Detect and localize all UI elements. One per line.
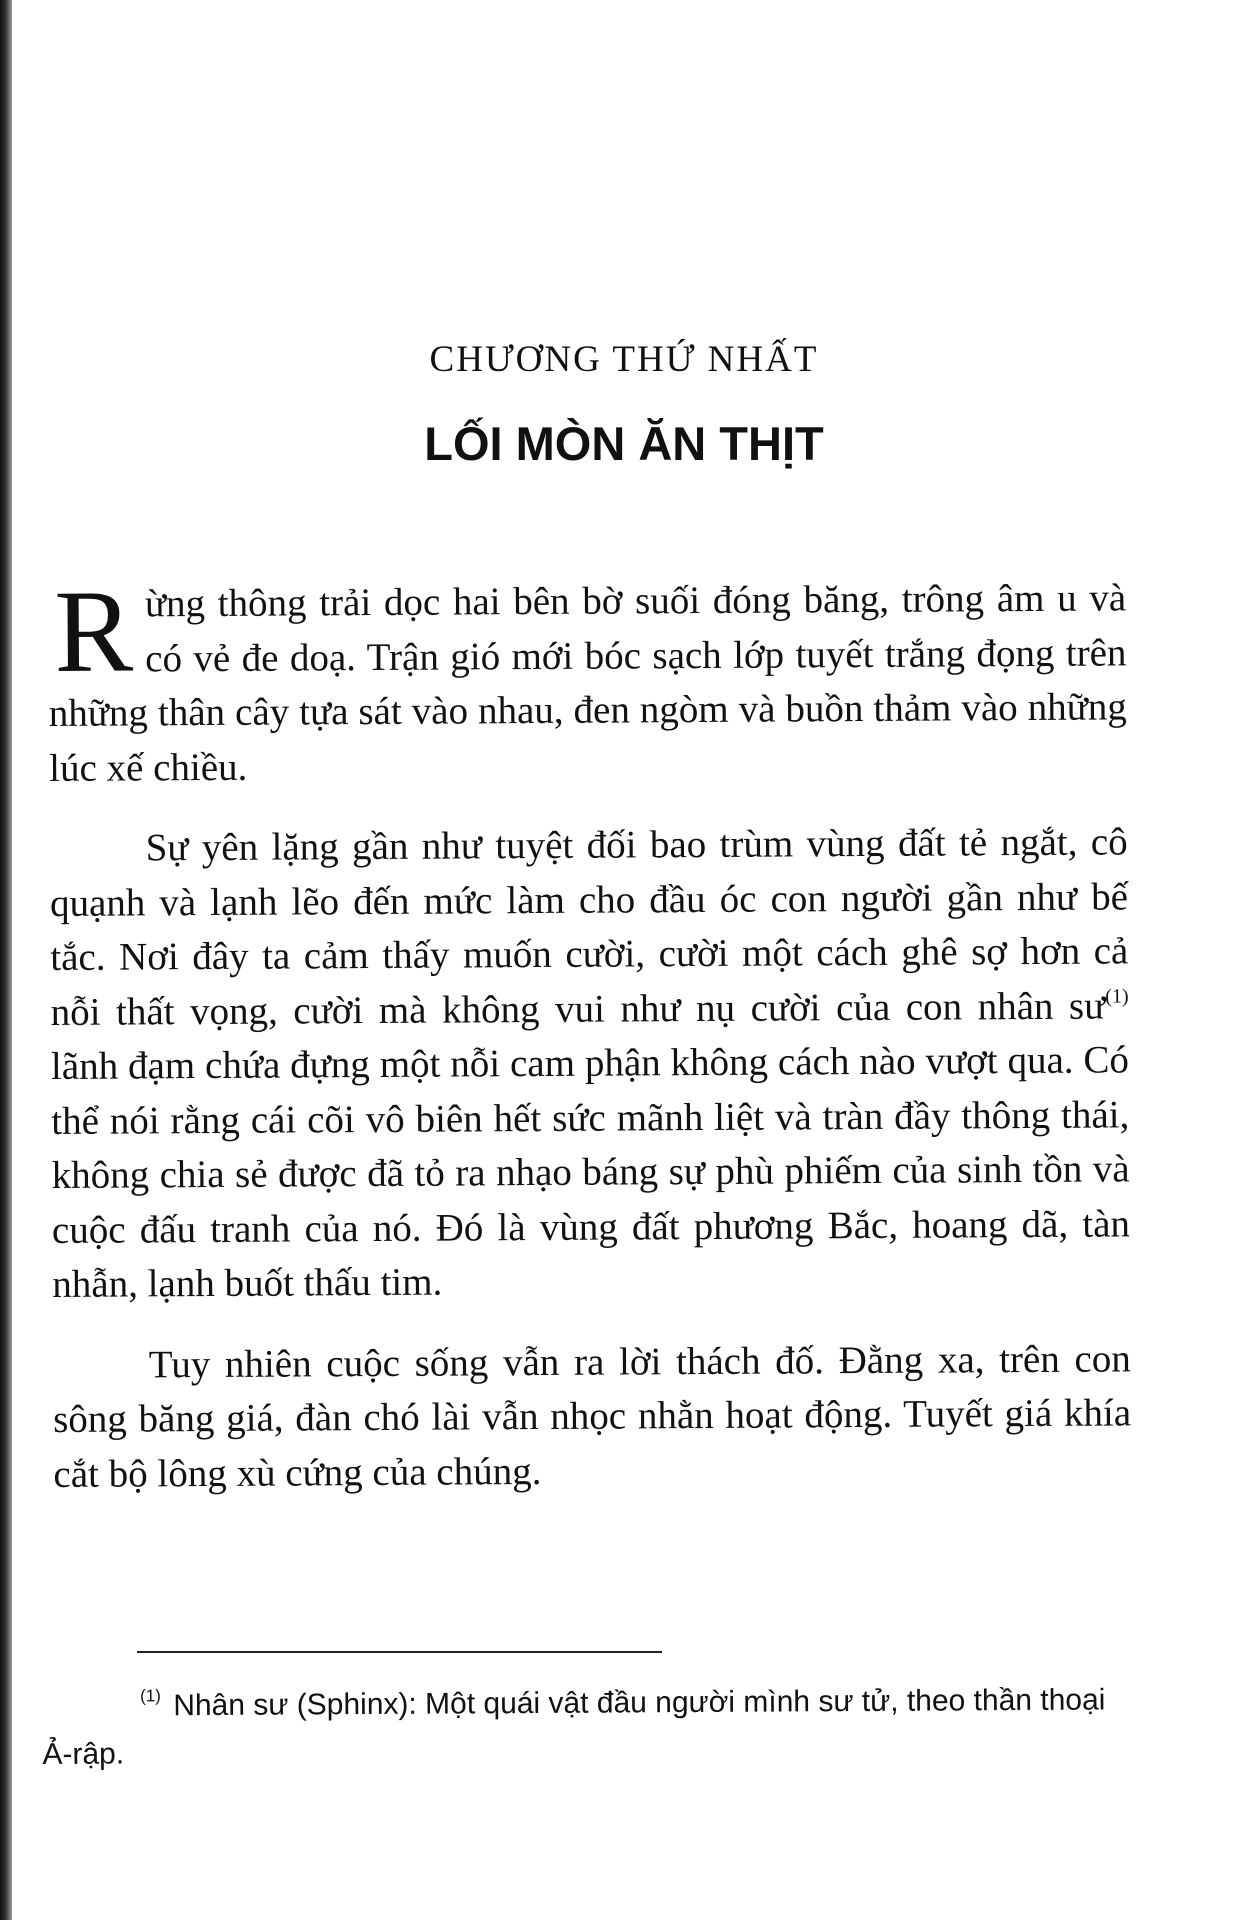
chapter-body bbox=[48, 565, 1132, 1528]
drop-cap: R bbox=[53, 565, 134, 697]
footnote bbox=[42, 1676, 1123, 1779]
footnote-mark: (1) bbox=[140, 1686, 161, 1706]
paragraph-2-text-b: lãnh đạm chứa đựng một nỗi cam phận không cách nào vượt qua. Có thể nói rằng cái cõi vô biên hết sức mãnh liệt và tràn đầy thông thái, không chia sẻ được đã tỏ ra nhạo báng sự phù phiếm của sinh tồn và cuộc đấu tranh của nó. Đó là vùng đất phương Bắc, hoang dã, tàn nhẫn, lạnh buốt thấu tim. bbox=[50, 1038, 1131, 1306]
paragraph-2 bbox=[49, 815, 1130, 1312]
paragraph-1 bbox=[48, 565, 1127, 796]
footnote-reference[interactable]: (1) bbox=[1105, 984, 1129, 1008]
chapter-title: LỐI MÒN ĂN THỊT bbox=[424, 417, 824, 470]
paragraph-2-text-a: Sự yên lặng gần như tuyệt đối bao trùm vùng đất tẻ ngắt, cô quạnh và lạnh lẽo đến mức làm cho đầu óc con người gần như bế tắc. Nơi đây ta cảm thấy muốn cười, cười một cách ghê sợ hơn cả nỗi thất vọng, cười mà không vui như nụ cười của con nhân sư bbox=[49, 820, 1129, 1034]
paragraph-1-text: ừng thông trải dọc hai bên bờ suối đóng băng, trông âm u và có vẻ đe doạ. Trận gió mới bóc sạch lớp tuyết trắng đọng trên những thân cây tựa sát vào nhau, đen ngòm và buồn thảm vào những lúc xế chiều. bbox=[48, 576, 1127, 790]
paragraph-3 bbox=[53, 1332, 1132, 1502]
footnote-divider bbox=[137, 1651, 662, 1653]
chapter-label: CHƯƠNG THỨ NHẤT bbox=[429, 339, 819, 380]
page-binding-edge bbox=[0, 0, 12, 1920]
paragraph-3-text: Tuy nhiên cuộc sống vẫn ra lời thách đố. Đằng xa, trên con sông băng giá, đàn chó lài vẫn nhọc nhằn hoạt động. Tuyết giá khía cắt bộ lông xù cứng của chúng. bbox=[53, 1336, 1132, 1496]
footnote-text: Nhân sư (Sphinx): Một quái vật đầu người mình sư tử, theo thần thoại Ả-rập. bbox=[42, 1683, 1106, 1771]
